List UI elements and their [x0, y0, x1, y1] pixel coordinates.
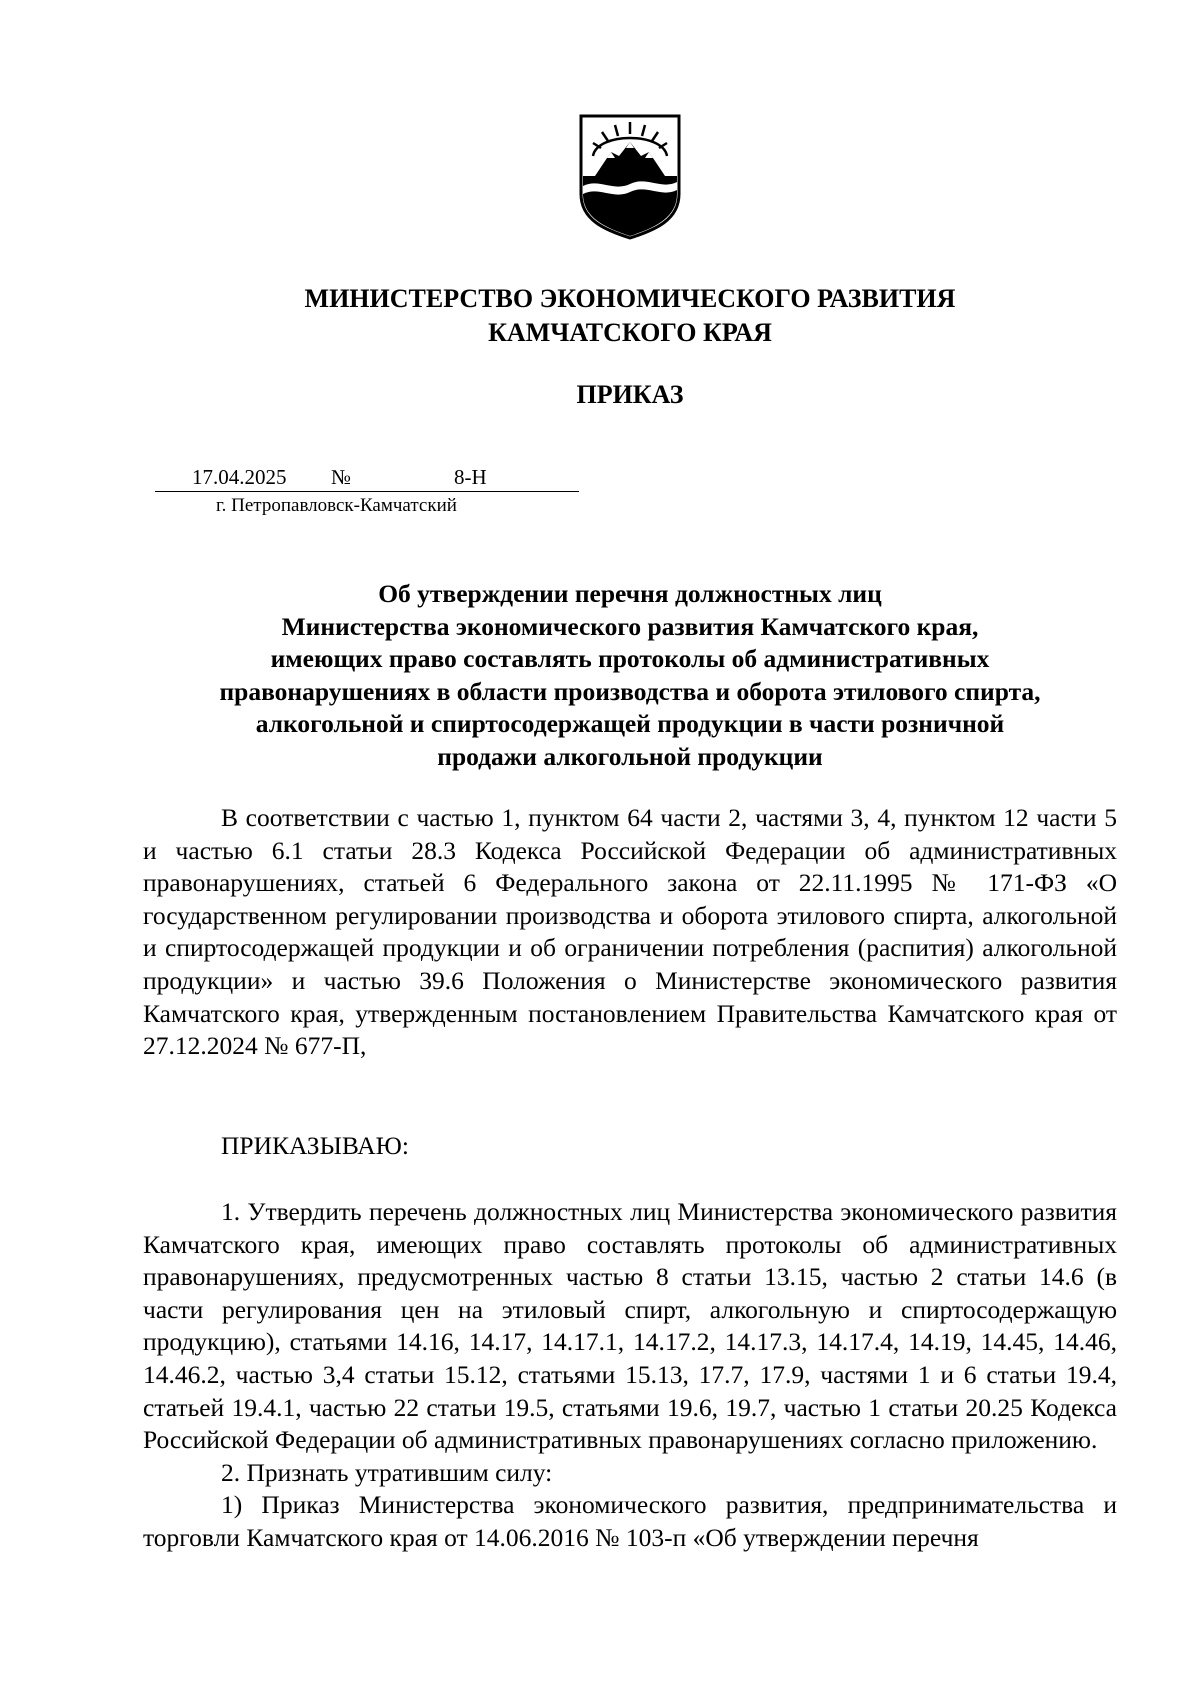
city-name: г. Петропавловск-Камчатский: [216, 495, 457, 516]
order-date-number-line: [155, 463, 579, 492]
order-item-2-1: 1) Приказ Министерства экономического развития, предпринимательства и торговли Камчатского края от 14.06.2016 № 103-п «Об утверждении перечня: [143, 1490, 1117, 1552]
preamble-text: В соответствии с частью 1, пунктом 64 части 2, частями 3, 4, пунктом 12 части 5 и частью 6.1 статьи 28.3 Кодекса Российской Федерации об административных правонарушениях, статьей 6 Федерального закона от 22.11.1995 № 171-ФЗ «О государственном регулировании производства и оборота этилового спирта, алкогольной и спиртосодержащей продукции и об ограничении потребления (распития) алкогольной продукции» и частью 39.6 Положения о Министерстве экономического развития Камчатского края, утвержденным постановлением Правительства Камчатского края от 27.12.2024 № 677-П,: [143, 803, 1117, 1061]
orders-heading: [143, 1130, 1117, 1163]
orders-word: ПРИКАЗЫВАЮ:: [221, 1131, 409, 1160]
ministry-name-line1: МИНИСТЕРСТВО ЭКОНОМИЧЕСКОГО РАЗВИТИЯ: [304, 284, 956, 313]
subject-line: Об утверждении перечня должностных лиц: [378, 579, 882, 608]
document-type: ПРИКАЗ: [576, 380, 684, 409]
order-item-2: 2. Признать утратившим силу:: [221, 1457, 553, 1487]
subject-line: имеющих право составлять протоколы об административных: [270, 644, 990, 674]
preamble-paragraph: [143, 802, 1117, 1063]
number-sign: №: [331, 465, 352, 489]
order-subject: [140, 578, 1120, 774]
ministry-name: [0, 282, 1200, 350]
subject-line: правонарушениях в области производства и оборота этилового спирта,: [219, 676, 1041, 706]
subject-line: продажи алкогольной продукции: [437, 741, 823, 771]
order-items: [143, 1196, 1117, 1555]
subject-line: Министерства экономического развития Камчатского края,: [281, 611, 979, 641]
order-number: 8-Н: [454, 465, 487, 489]
subject-line: алкогольной и спиртосодержащей продукции в части розничной: [255, 709, 1005, 739]
order-date: 17.04.2025: [192, 465, 287, 489]
ministry-name-line2: КАМЧАТСКОГО КРАЯ: [488, 318, 772, 347]
coat-of-arms-icon: [577, 112, 683, 240]
order-item-1: 1. Утвердить перечень должностных лиц Министерства экономического развития Камчатского края, имеющих право составлять протоколы об административных правонарушениях, предусмотренных частью 8 статьи 13.15, частью 2 статьи 14.6 (в части регулирования цен на этиловый спирт, алкогольную и спиртосодержащую продукцию), статьями 14.16, 14.17, 14.17.1, 14.17.2, 14.17.3, 14.17.4, 14.19, 14.45, 14.46, 14.46.2, частью 3,4 статьи 15.12, статьями 15.13, 17.7, 17.9, частями 1 и 6 статьи 19.4, статьей 19.4.1, частью 22 статьи 19.5, статьями 19.6, 19.7, частью 1 статьи 20.25 Кодекса Российской Федерации об административных правонарушениях согласно приложению.: [143, 1197, 1117, 1455]
